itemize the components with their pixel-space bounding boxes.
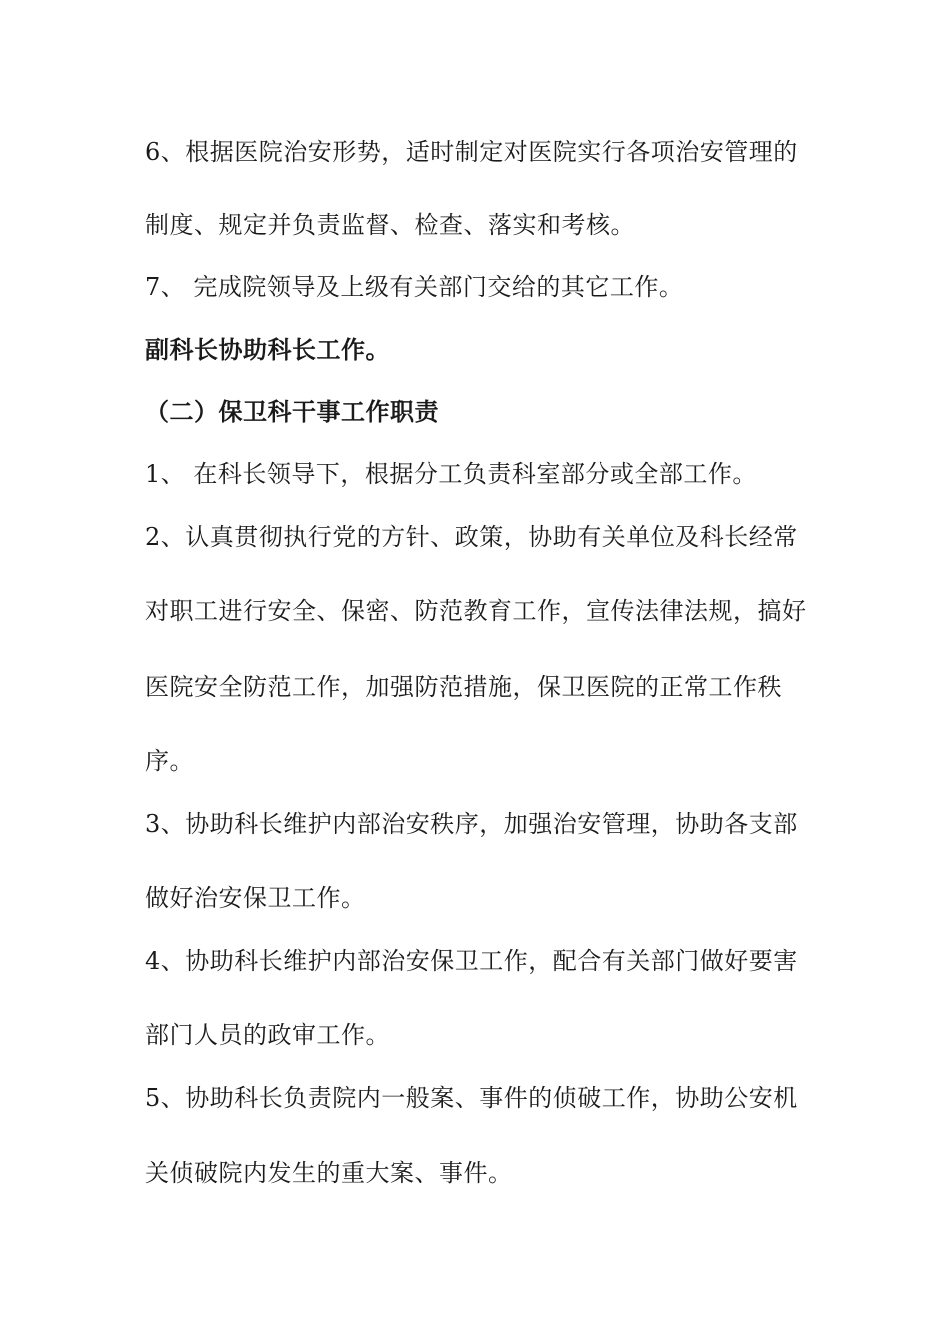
paragraph-6-line-1: 6、根据医院治安形势，适时制定对医院实行各项治安管理的 xyxy=(145,138,798,166)
item-3-line-2: 做好治安保卫工作。 xyxy=(145,884,366,912)
item-2-line-2: 对职工进行安全、保密、防范教育工作，宣传法律法规，搞好 xyxy=(145,597,807,625)
item-3-line-1: 3、协助科长维护内部治安秩序，加强治安管理，协助各支部 xyxy=(145,810,798,838)
deputy-chief-heading: 副科长协助科长工作。 xyxy=(145,336,390,364)
item-4-line-2: 部门人员的政审工作。 xyxy=(145,1021,390,1049)
item-2-line-1: 2、认真贯彻执行党的方针、政策，协助有关单位及科长经常 xyxy=(145,523,798,551)
paragraph-7: 7、 完成院领导及上级有关部门交给的其它工作。 xyxy=(145,273,684,301)
section-heading-2: （二）保卫科干事工作职责 xyxy=(145,398,439,426)
item-5-line-2: 关侦破院内发生的重大案、事件。 xyxy=(145,1159,513,1187)
item-2-line-3: 医院安全防范工作，加强防范措施，保卫医院的正常工作秩 xyxy=(145,673,782,701)
item-4-line-1: 4、协助科长维护内部治安保卫工作，配合有关部门做好要害 xyxy=(145,947,798,975)
paragraph-6-line-2: 制度、规定并负责监督、检查、落实和考核。 xyxy=(145,211,635,239)
item-2-line-4: 序。 xyxy=(145,747,194,775)
item-5-line-1: 5、协助科长负责院内一般案、事件的侦破工作，协助公安机 xyxy=(145,1084,798,1112)
item-1: 1、 在科长领导下，根据分工负责科室部分或全部工作。 xyxy=(145,460,757,488)
